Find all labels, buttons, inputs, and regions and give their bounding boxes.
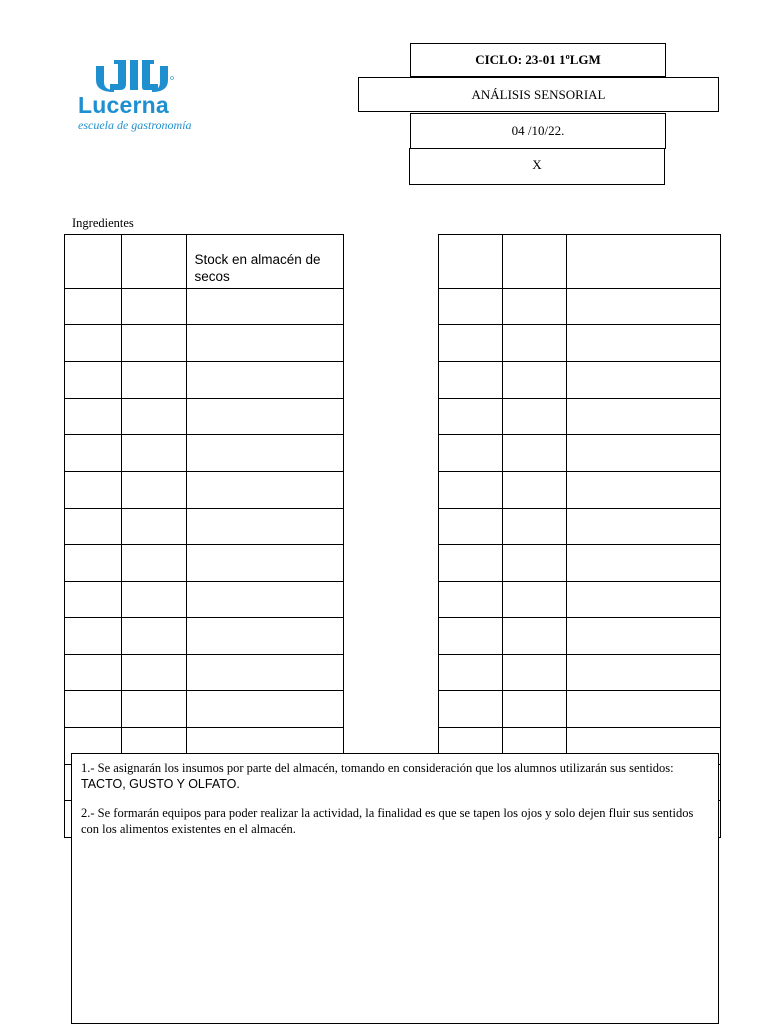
table-row [65, 325, 344, 362]
table-row [439, 655, 721, 691]
table-row [439, 545, 721, 582]
table-row [65, 582, 344, 618]
table-header-row [439, 235, 721, 289]
logo-name: Lucerna [78, 92, 169, 118]
ingredients-label: Ingredientes [72, 216, 134, 230]
table-row [439, 362, 721, 399]
table-row [439, 509, 721, 545]
mark-box: X [409, 148, 665, 185]
table-row [439, 582, 721, 618]
table-row [439, 691, 721, 728]
stock-header-cell [187, 235, 344, 289]
table-row [65, 618, 344, 655]
table-row [439, 472, 721, 509]
table-header-row [65, 235, 344, 289]
instruction-1-text: 1.- Se asignarán los insumos por parte del almacén, tomando en consideración que los alumnos utilizarán sus sentidos: [81, 761, 674, 775]
table-cell [65, 235, 122, 289]
table-row [65, 435, 344, 472]
table-row [439, 435, 721, 472]
logo-tagline: escuela de gastronomía [78, 118, 192, 132]
senses-text: TACTO, GUSTO Y OLFATO. [81, 777, 240, 791]
table-row [65, 289, 344, 325]
table-row [65, 362, 344, 399]
stock-header-label: Stock en almacén de secos [194, 252, 321, 284]
instruction-item-2: 2.- Se formarán equipos para poder realizar la actividad, la finalidad es que se tapen los ojos y solo dejen fluir sus sentidos con los alimentos existentes en el almacén. [81, 806, 694, 836]
table-cell [121, 235, 187, 289]
instruction-item-1 [81, 760, 709, 792]
table-cell [502, 235, 566, 289]
table-row [439, 618, 721, 655]
table-row [439, 289, 721, 325]
table-row [439, 325, 721, 362]
table-row [65, 691, 344, 728]
table-row [65, 545, 344, 582]
table-row [65, 472, 344, 509]
table-row [65, 509, 344, 545]
subject-box: ANÁLISIS SENSORIAL [358, 77, 719, 112]
ciclo-box: CICLO: 23-01 1ºLGM [410, 43, 666, 77]
right-ingredients-table [438, 234, 721, 838]
table-cell [566, 235, 720, 289]
table-cell [439, 235, 503, 289]
instructions-box [71, 753, 719, 1024]
date-box: 04 /10/22. [410, 113, 666, 149]
table-row [439, 399, 721, 435]
left-ingredients-table [64, 234, 344, 838]
table-row [65, 655, 344, 691]
table-row [65, 399, 344, 435]
